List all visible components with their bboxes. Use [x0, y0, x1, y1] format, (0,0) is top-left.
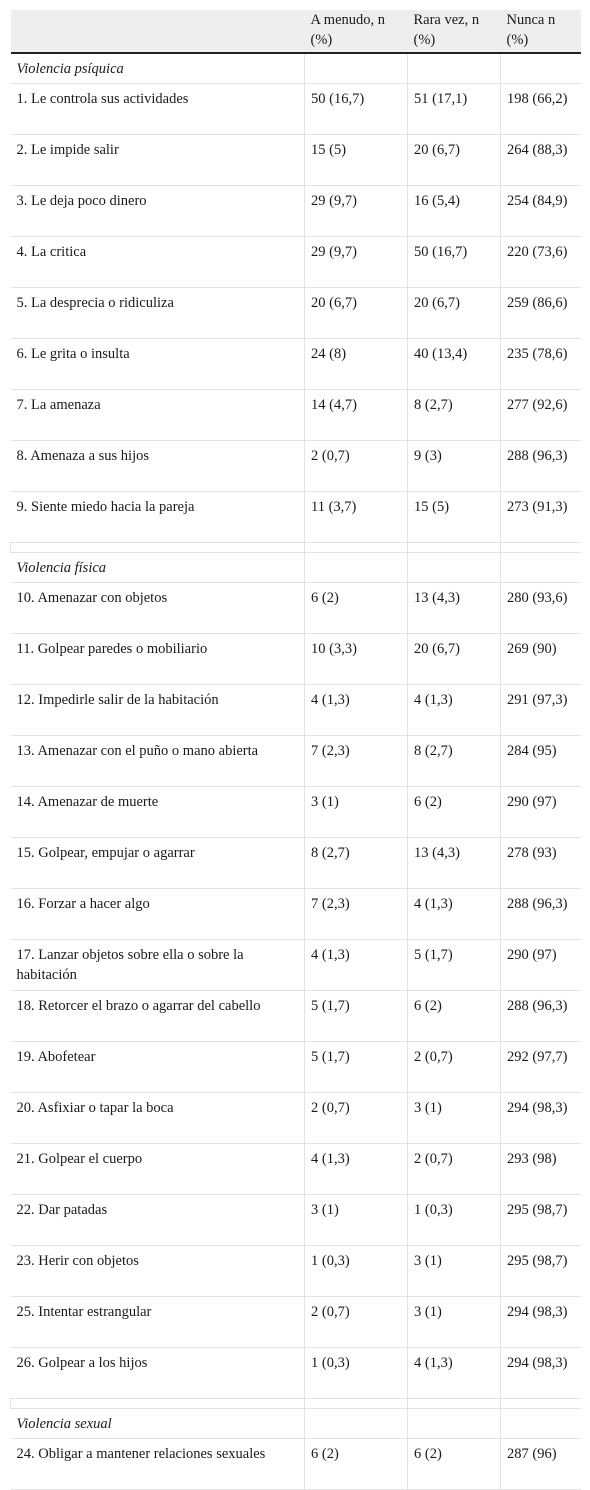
section-title: Violencia física	[11, 553, 305, 583]
rarely-cell: 8 (2,7)	[408, 390, 501, 441]
item-cell: 13. Amenazar con el puño o mano abierta	[11, 736, 305, 787]
often-cell: 7 (2,3)	[305, 736, 408, 787]
table-row	[11, 1297, 581, 1348]
often-cell: 6 (2)	[305, 1439, 408, 1490]
item-cell: 15. Golpear, empujar o agarrar	[11, 838, 305, 889]
never-cell: 294 (98,3)	[501, 1297, 581, 1348]
section-header-row	[11, 53, 581, 84]
never-cell: 198 (66,2)	[501, 84, 581, 135]
rarely-cell: 20 (6,7)	[408, 288, 501, 339]
rarely-cell: 51 (17,1)	[408, 84, 501, 135]
item-cell: 3. Le deja poco dinero	[11, 186, 305, 237]
rarely-cell: 2 (0,7)	[408, 1042, 501, 1093]
header-row	[11, 10, 581, 53]
section-empty-cell	[408, 1409, 501, 1439]
item-cell: 20. Asfixiar o tapar la boca	[11, 1093, 305, 1144]
often-cell: 3 (1)	[305, 1195, 408, 1246]
header-often: A menudo, n (%)	[305, 10, 408, 53]
violence-frequency-table	[10, 10, 581, 1490]
often-cell: 50 (16,7)	[305, 84, 408, 135]
item-cell: 22. Dar patadas	[11, 1195, 305, 1246]
item-cell: 2. Le impide salir	[11, 135, 305, 186]
never-cell: 295 (98,7)	[501, 1246, 581, 1297]
never-cell: 290 (97)	[501, 787, 581, 838]
item-cell: 26. Golpear a los hijos	[11, 1348, 305, 1399]
rarely-cell: 13 (4,3)	[408, 583, 501, 634]
spacer-cell	[11, 543, 305, 553]
item-cell: 12. Impedirle salir de la habitación	[11, 685, 305, 736]
section-empty-cell	[501, 53, 581, 84]
item-cell: 6. Le grita o insulta	[11, 339, 305, 390]
never-cell: 254 (84,9)	[501, 186, 581, 237]
never-cell: 288 (96,3)	[501, 441, 581, 492]
item-cell: 18. Retorcer el brazo o agarrar del cabello	[11, 991, 305, 1042]
table-row	[11, 685, 581, 736]
item-cell: 14. Amenazar de muerte	[11, 787, 305, 838]
item-cell: 19. Abofetear	[11, 1042, 305, 1093]
never-cell: 277 (92,6)	[501, 390, 581, 441]
never-cell: 291 (97,3)	[501, 685, 581, 736]
often-cell: 24 (8)	[305, 339, 408, 390]
often-cell: 4 (1,3)	[305, 685, 408, 736]
often-cell: 11 (3,7)	[305, 492, 408, 543]
section-header-row	[11, 553, 581, 583]
rarely-cell: 4 (1,3)	[408, 685, 501, 736]
table-row	[11, 237, 581, 288]
table-row	[11, 889, 581, 940]
table-row	[11, 135, 581, 186]
never-cell: 292 (97,7)	[501, 1042, 581, 1093]
table-row	[11, 736, 581, 787]
rarely-cell: 9 (3)	[408, 441, 501, 492]
never-cell: 235 (78,6)	[501, 339, 581, 390]
rarely-cell: 20 (6,7)	[408, 634, 501, 685]
rarely-cell: 5 (1,7)	[408, 940, 501, 991]
table-row	[11, 583, 581, 634]
table-row	[11, 991, 581, 1042]
often-cell: 2 (0,7)	[305, 441, 408, 492]
often-cell: 5 (1,7)	[305, 991, 408, 1042]
rarely-cell: 4 (1,3)	[408, 889, 501, 940]
never-cell: 269 (90)	[501, 634, 581, 685]
rarely-cell: 20 (6,7)	[408, 135, 501, 186]
rarely-cell: 2 (0,7)	[408, 1144, 501, 1195]
section-spacer	[11, 543, 581, 553]
never-cell: 294 (98,3)	[501, 1093, 581, 1144]
section-spacer	[11, 1399, 581, 1409]
item-cell: 17. Lanzar objetos sobre ella o sobre la habitación	[11, 940, 305, 991]
section-title: Violencia sexual	[11, 1409, 305, 1439]
table-row	[11, 390, 581, 441]
rarely-cell: 3 (1)	[408, 1297, 501, 1348]
spacer-cell	[408, 1399, 501, 1409]
rarely-cell: 40 (13,4)	[408, 339, 501, 390]
table-row	[11, 492, 581, 543]
never-cell: 264 (88,3)	[501, 135, 581, 186]
header-item	[11, 10, 305, 53]
rarely-cell: 1 (0,3)	[408, 1195, 501, 1246]
never-cell: 220 (73,6)	[501, 237, 581, 288]
rarely-cell: 15 (5)	[408, 492, 501, 543]
section-empty-cell	[501, 1409, 581, 1439]
table-row	[11, 288, 581, 339]
table-row	[11, 441, 581, 492]
spacer-cell	[408, 543, 501, 553]
never-cell: 288 (96,3)	[501, 889, 581, 940]
item-cell: 24. Obligar a mantener relaciones sexuales	[11, 1439, 305, 1490]
rarely-cell: 13 (4,3)	[408, 838, 501, 889]
often-cell: 5 (1,7)	[305, 1042, 408, 1093]
item-cell: 8. Amenaza a sus hijos	[11, 441, 305, 492]
often-cell: 20 (6,7)	[305, 288, 408, 339]
header-never: Nunca n (%)	[501, 10, 581, 53]
rarely-cell: 3 (1)	[408, 1093, 501, 1144]
often-cell: 29 (9,7)	[305, 186, 408, 237]
table-body	[11, 53, 581, 1490]
table-row	[11, 838, 581, 889]
never-cell: 293 (98)	[501, 1144, 581, 1195]
spacer-cell	[11, 1399, 305, 1409]
table-row	[11, 339, 581, 390]
item-cell: 5. La desprecia o ridiculiza	[11, 288, 305, 339]
data-table-container	[10, 10, 580, 1490]
item-cell: 23. Herir con objetos	[11, 1246, 305, 1297]
never-cell: 288 (96,3)	[501, 991, 581, 1042]
never-cell: 284 (95)	[501, 736, 581, 787]
section-header-row	[11, 1409, 581, 1439]
spacer-cell	[501, 1399, 581, 1409]
rarely-cell: 6 (2)	[408, 787, 501, 838]
item-cell: 16. Forzar a hacer algo	[11, 889, 305, 940]
item-cell: 1. Le controla sus actividades	[11, 84, 305, 135]
often-cell: 10 (3,3)	[305, 634, 408, 685]
often-cell: 1 (0,3)	[305, 1246, 408, 1297]
item-cell: 9. Siente miedo hacia la pareja	[11, 492, 305, 543]
often-cell: 6 (2)	[305, 583, 408, 634]
table-row	[11, 1144, 581, 1195]
often-cell: 2 (0,7)	[305, 1297, 408, 1348]
section-empty-cell	[408, 53, 501, 84]
never-cell: 287 (96)	[501, 1439, 581, 1490]
item-cell: 7. La amenaza	[11, 390, 305, 441]
rarely-cell: 50 (16,7)	[408, 237, 501, 288]
never-cell: 259 (86,6)	[501, 288, 581, 339]
never-cell: 290 (97)	[501, 940, 581, 991]
often-cell: 1 (0,3)	[305, 1348, 408, 1399]
section-empty-cell	[305, 1409, 408, 1439]
section-title: Violencia psíquica	[11, 53, 305, 84]
often-cell: 7 (2,3)	[305, 889, 408, 940]
table-row	[11, 1348, 581, 1399]
rarely-cell: 8 (2,7)	[408, 736, 501, 787]
spacer-cell	[305, 1399, 408, 1409]
section-empty-cell	[408, 553, 501, 583]
never-cell: 273 (91,3)	[501, 492, 581, 543]
item-cell: 10. Amenazar con objetos	[11, 583, 305, 634]
often-cell: 29 (9,7)	[305, 237, 408, 288]
rarely-cell: 6 (2)	[408, 1439, 501, 1490]
item-cell: 4. La critica	[11, 237, 305, 288]
rarely-cell: 3 (1)	[408, 1246, 501, 1297]
rarely-cell: 6 (2)	[408, 991, 501, 1042]
item-cell: 11. Golpear paredes o mobiliario	[11, 634, 305, 685]
item-cell: 21. Golpear el cuerpo	[11, 1144, 305, 1195]
header-rarely: Rara vez, n (%)	[408, 10, 501, 53]
table-row	[11, 84, 581, 135]
table-row	[11, 1093, 581, 1144]
section-empty-cell	[501, 553, 581, 583]
table-row	[11, 186, 581, 237]
section-empty-cell	[305, 553, 408, 583]
table-row	[11, 1439, 581, 1490]
often-cell: 8 (2,7)	[305, 838, 408, 889]
table-row	[11, 1042, 581, 1093]
table-row	[11, 1246, 581, 1297]
often-cell: 4 (1,3)	[305, 1144, 408, 1195]
rarely-cell: 16 (5,4)	[408, 186, 501, 237]
often-cell: 4 (1,3)	[305, 940, 408, 991]
spacer-cell	[501, 543, 581, 553]
table-row	[11, 1195, 581, 1246]
rarely-cell: 4 (1,3)	[408, 1348, 501, 1399]
table-row	[11, 787, 581, 838]
often-cell: 3 (1)	[305, 787, 408, 838]
often-cell: 2 (0,7)	[305, 1093, 408, 1144]
often-cell: 15 (5)	[305, 135, 408, 186]
never-cell: 295 (98,7)	[501, 1195, 581, 1246]
item-cell: 25. Intentar estrangular	[11, 1297, 305, 1348]
often-cell: 14 (4,7)	[305, 390, 408, 441]
never-cell: 280 (93,6)	[501, 583, 581, 634]
never-cell: 278 (93)	[501, 838, 581, 889]
spacer-cell	[305, 543, 408, 553]
table-header	[11, 10, 581, 53]
table-row	[11, 940, 581, 991]
section-empty-cell	[305, 53, 408, 84]
table-row	[11, 634, 581, 685]
never-cell: 294 (98,3)	[501, 1348, 581, 1399]
